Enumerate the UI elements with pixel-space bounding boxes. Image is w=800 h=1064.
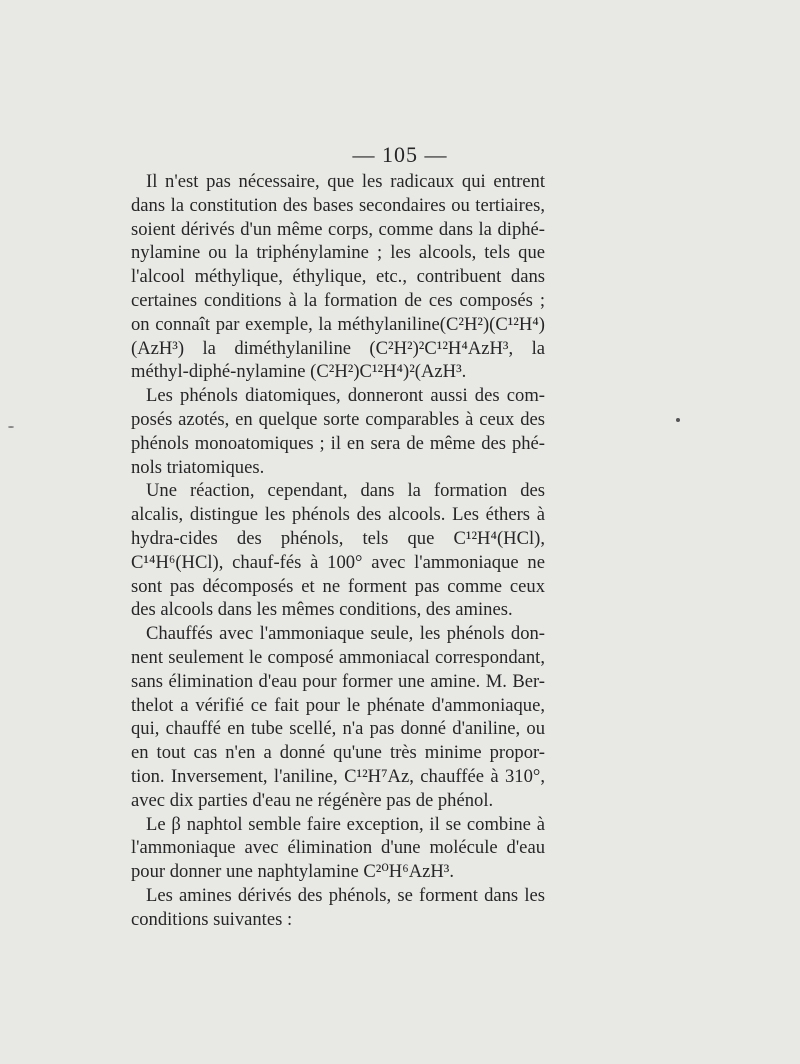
- paragraph: Les phénols diatomiques, donneront aussi des com-posés azotés, en quelque sorte comparables à ceux des phénols monoatomiques ; il en sera de même des phé-nols triatomiques.: [131, 385, 545, 478]
- paragraph: Les amines dérivés des phénols, se forment dans les conditions suivantes :: [131, 884, 545, 930]
- ink-speck: [8, 426, 14, 428]
- paragraph: Une réaction, cependant, dans la formation des alcalis, distingue les phénols des alcools. Les éthers à hydra-cides des phénols, tels que C¹²H⁴(HCl), C¹⁴H⁶(HCl), chauf-fés à 100° avec l'ammoniaque ne sont pas décomposés et ne forment pas comme ceux des alcools dans les mêmes conditions, des amines.: [131, 480, 545, 621]
- ink-speck: [676, 418, 680, 422]
- page-number: — 105 —: [352, 142, 448, 167]
- paragraph: Il n'est pas nécessaire, que les radicaux qui entrent dans la constitution des bases secondaires ou tertiaires, soient dérivés d'un même corps, comme dans la diphé-nylamine ou la triphénylamine ; les alcools, tels que l'alcool méthylique, éthylique, etc., contribuent dans certaines conditions à la formation de ces composés ; on connaît par exemple, la méthylaniline(C²H²)(C¹²H⁴)(AzH³) la diméthylaniline (C²H²)²C¹²H⁴AzH³, la méthyl-diphé-nylamine (C²H²)C¹²H⁴)²(AzH³.: [131, 171, 545, 383]
- paragraph: Le β naphtol semble faire exception, il se combine à l'ammoniaque avec élimination d'une molécule d'eau pour donner une naphtylamine C²⁰H⁶AzH³.: [131, 813, 545, 883]
- paragraph: Chauffés avec l'ammoniaque seule, les phénols don-nent seulement le composé ammoniacal correspondant, sans élimination d'eau pour former une amine. M. Ber-thelot a vérifié ce fait pour le phénate d'ammoniaque, qui, chauffé en tube scellé, n'a pas donné d'aniline, ou en tout cas n'en a donné qu'une très minime propor-tion. Inversement, l'aniline, C¹²H⁷Az, chauffée à 310°, avec dix parties d'eau ne régénère pas de phénol.: [131, 623, 545, 811]
- body-text: [131, 170, 545, 932]
